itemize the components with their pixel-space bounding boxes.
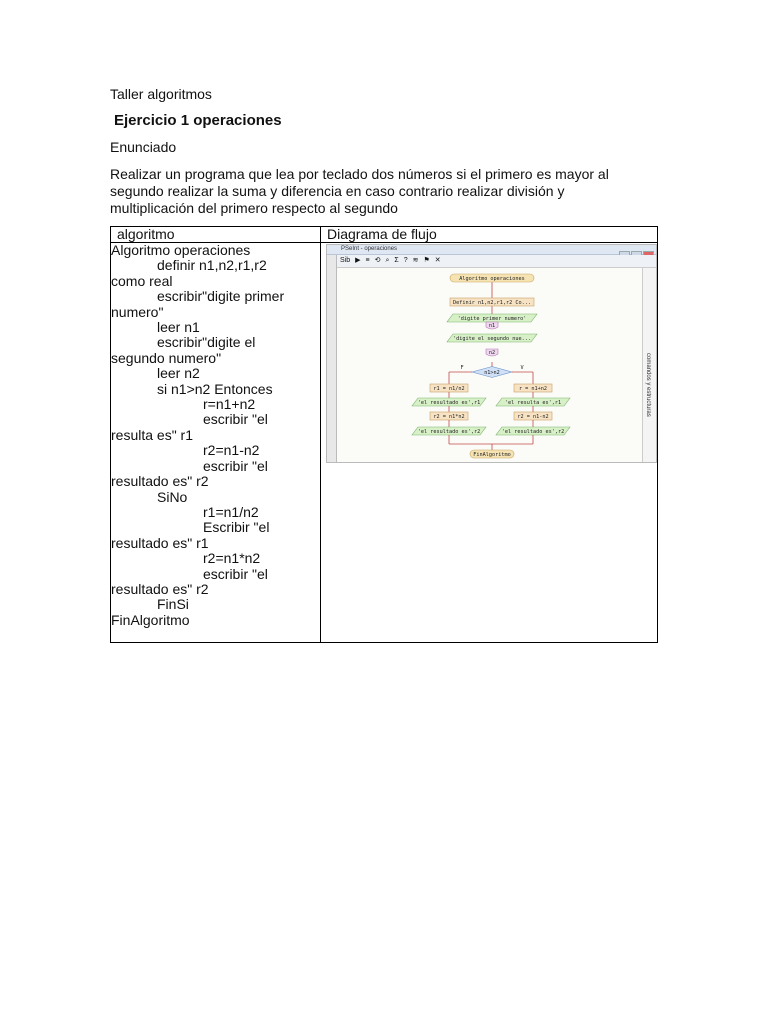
code-line: r2=n1*n2 xyxy=(203,550,261,567)
toolbar-item: ⟲ xyxy=(374,257,381,264)
header-algoritmo: algoritmo xyxy=(111,227,321,243)
code-line: Algoritmo operaciones xyxy=(111,242,251,258)
statement-line: Realizar un programa que lea por teclado dos números si el primero es mayor al xyxy=(110,166,609,182)
table-header-row xyxy=(111,227,658,243)
code-line: resultado es" r2 xyxy=(111,580,209,597)
flow-end: FinAlgoritmo xyxy=(473,451,511,458)
window-title: PSeInt - operaciones xyxy=(341,246,398,252)
statement-line: segundo realizar la suma y diferencia en caso contrario realizar división y xyxy=(110,183,565,199)
toolbar-item: ≡ xyxy=(365,257,370,264)
flow-left-step-2: 'el resultado es',r1 xyxy=(417,399,481,406)
flowchart-diagram xyxy=(337,268,644,463)
toolbar-item: ⚑ xyxy=(423,257,430,264)
flow-left-step-1: r1 = n1/n2 xyxy=(433,385,465,392)
flow-output-1: 'digite primer numero' xyxy=(457,315,527,322)
table-body-row xyxy=(111,243,658,643)
toolbar-item: ≋ xyxy=(412,257,419,264)
algorithm-table xyxy=(110,226,658,643)
code-line: r=n1+n2 xyxy=(203,396,256,413)
code-line: numero" xyxy=(111,303,164,320)
code-line: si n1>n2 Entonces xyxy=(157,380,273,397)
code-line: escribir"digite primer xyxy=(157,288,285,305)
code-line: escribir "el xyxy=(203,411,268,428)
flow-right-step-1: r = n1+n2 xyxy=(518,385,548,392)
code-line: Escribir "el xyxy=(203,519,270,536)
algorithm-code xyxy=(111,243,321,643)
toolbar-item: ▶ xyxy=(355,257,361,264)
code-line: r2=n1-n2 xyxy=(203,442,260,459)
code-line: leer n2 xyxy=(157,365,200,382)
code-line: FinSi xyxy=(157,596,189,613)
code-line: resulta es" r1 xyxy=(111,426,194,443)
flow-left-step-4: 'el resultado es',r2 xyxy=(417,428,481,435)
toolbar-item: ✕ xyxy=(434,257,441,264)
commands-panel xyxy=(642,268,656,462)
statement-line: multiplicación del primero respecto al segundo xyxy=(110,200,398,216)
window-titlebar xyxy=(327,245,656,255)
flow-left-step-3: r2 = n1*n2 xyxy=(433,413,465,420)
code-line: resultado es" r1 xyxy=(111,534,209,551)
flow-input-1: n1 xyxy=(488,322,496,329)
code-line: leer n1 xyxy=(157,319,200,336)
flowchart-canvas xyxy=(337,268,642,462)
flow-start: Algoritmo operaciones xyxy=(459,275,525,282)
exercise-title: Ejercicio 1 operaciones xyxy=(114,112,282,129)
code-line: escribir "el xyxy=(203,565,268,582)
flow-output-2: 'digite el segundo nue... xyxy=(452,335,532,342)
flow-decision: n1>n2 xyxy=(484,369,500,376)
toolbar-item: Sib xyxy=(340,257,351,264)
statement-text xyxy=(110,166,630,217)
pseint-screenshot xyxy=(326,244,657,463)
code-line: como real xyxy=(111,272,173,289)
header-diagrama: Diagrama de flujo xyxy=(321,227,658,243)
flow-right-step-2: 'el resulta es',r1 xyxy=(504,399,562,406)
toolbar-item: ? xyxy=(403,257,408,264)
flow-right-step-3: r2 = n1-n2 xyxy=(517,413,549,420)
code-line: r1=n1/n2 xyxy=(203,503,259,520)
code-line: SiNo xyxy=(157,488,188,505)
flow-true-label: V xyxy=(520,365,524,371)
left-panel xyxy=(327,255,337,462)
flow-false-label: F xyxy=(460,365,464,371)
code-line: segundo numero" xyxy=(111,349,222,366)
code-line: escribir "el xyxy=(203,457,268,474)
code-line: definir n1,n2,r1,r2 xyxy=(157,257,267,274)
flowchart-cell xyxy=(321,243,658,643)
document-title: Taller algoritmos xyxy=(110,86,212,102)
toolbar-item: ⌕ xyxy=(385,257,390,264)
flowchart-toolbar xyxy=(337,255,656,268)
flow-input-2: n2 xyxy=(488,349,496,356)
code-line: resultado es" r2 xyxy=(111,473,209,490)
commands-panel-label: comandos y estructuras xyxy=(645,353,651,417)
toolbar-item: Σ xyxy=(394,257,399,264)
flow-right-step-4: 'el resultado es',r2 xyxy=(501,428,565,435)
code-line: FinAlgoritmo xyxy=(111,611,190,628)
code-line: escribir"digite el xyxy=(157,334,256,351)
statement-label: Enunciado xyxy=(110,139,177,155)
flow-define: Definir n1,n2,r1,r2 Co... xyxy=(452,299,532,306)
